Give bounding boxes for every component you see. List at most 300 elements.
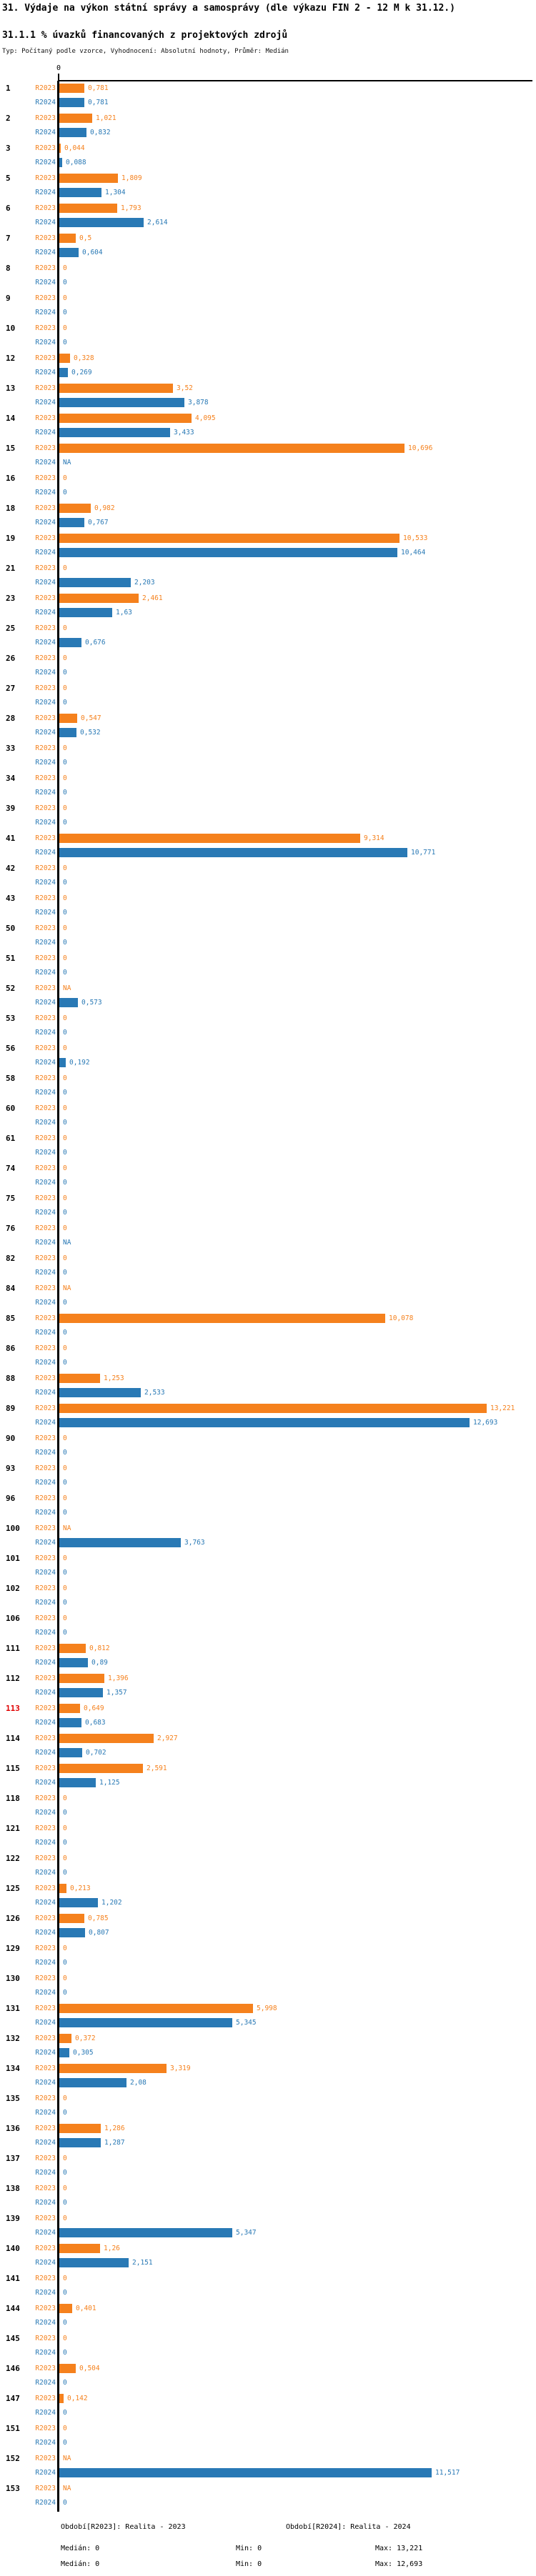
category-label-106: 106: [6, 1614, 20, 1623]
bar-chart: [0, 81, 536, 2511]
series-tick-label: R2024: [35, 1509, 56, 1517]
series-tick-label: R2023: [35, 1314, 56, 1322]
value-label-r2023-136: 1,286: [104, 2125, 125, 2132]
category-label-75: 75: [6, 1194, 16, 1203]
bar-row-r2024-28: [0, 728, 536, 737]
category-label-114: 114: [6, 1734, 20, 1743]
value-label-r2023-112: 1,396: [108, 1674, 129, 1682]
value-label-r2023-88: 1,253: [104, 1374, 124, 1382]
bar-r2023-19: [59, 534, 399, 543]
chart-group-50: [0, 921, 536, 951]
series-tick-label: R2023: [35, 1644, 56, 1652]
chart-group-5: [0, 171, 536, 201]
value-label-r2024-56: 0,192: [69, 1059, 90, 1067]
series-tick-label: R2023: [35, 84, 56, 92]
series-tick-label: R2023: [35, 2335, 56, 2342]
value-label-r2024-52: 0,573: [81, 999, 102, 1007]
series-tick-label: R2023: [35, 2395, 56, 2402]
series-tick-label: R2023: [35, 2305, 56, 2312]
value-label-r2023-114: 2,927: [157, 1734, 178, 1742]
bar-row-r2023-115: [0, 1764, 536, 1773]
series-tick-label: R2024: [35, 489, 56, 496]
bar-row-r2024-13: [0, 398, 536, 407]
value-label-r2023-122: 0: [63, 1854, 67, 1862]
bar-row-r2024-15: [0, 458, 536, 467]
category-label-76: 76: [6, 1224, 16, 1233]
category-label-118: 118: [6, 1794, 20, 1803]
value-label-r2024-125: 1,202: [101, 1899, 122, 1907]
bar-r2024-125: [59, 1898, 98, 1907]
series-tick-label: R2024: [35, 639, 56, 647]
bar-row-r2023-14: [0, 414, 536, 423]
bar-row-r2024-52: [0, 998, 536, 1007]
value-label-r2023-96: 0: [63, 1494, 67, 1502]
bar-row-r2023-58: [0, 1074, 536, 1083]
value-label-r2023-10: 0: [63, 324, 67, 332]
value-label-r2024-23: 1,63: [116, 609, 132, 616]
bar-row-r2023-23: [0, 594, 536, 603]
category-label-135: 135: [6, 2094, 20, 2103]
series-tick-label: R2023: [35, 2245, 56, 2252]
bar-row-r2023-146: [0, 2364, 536, 2373]
bar-row-r2023-131: [0, 2004, 536, 2013]
series-tick-label: R2024: [35, 1329, 56, 1337]
value-label-r2023-23: 2,461: [142, 594, 163, 602]
bar-row-r2024-74: [0, 1178, 536, 1187]
r2024-max: Max: 12,693: [375, 2560, 423, 2568]
value-label-r2024-18: 0,767: [88, 519, 109, 526]
bar-row-r2023-6: [0, 204, 536, 213]
value-label-r2023-153: NA: [63, 2485, 71, 2492]
series-tick-label: R2023: [35, 1134, 56, 1142]
value-label-r2024-145: 0: [63, 2349, 67, 2357]
series-tick-label: R2023: [35, 714, 56, 722]
value-label-r2024-61: 0: [63, 1149, 67, 1157]
bar-row-r2024-115: [0, 1778, 536, 1787]
category-label-90: 90: [6, 1434, 16, 1443]
category-label-9: 9: [6, 294, 11, 303]
value-label-r2023-1: 0,781: [88, 84, 109, 92]
bar-row-r2024-7: [0, 248, 536, 257]
chart-group-129: [0, 1941, 536, 1971]
bar-row-r2024-147: [0, 2408, 536, 2417]
value-label-r2024-153: 0: [63, 2499, 67, 2507]
value-label-r2023-134: 3,319: [170, 2065, 191, 2072]
value-label-r2024-74: 0: [63, 1179, 67, 1187]
chart-group-84: [0, 1281, 536, 1311]
bar-row-r2024-1: [0, 98, 536, 107]
series-tick-label: R2023: [35, 1044, 56, 1052]
chart-group-82: [0, 1251, 536, 1281]
value-label-r2023-58: 0: [63, 1074, 67, 1082]
bar-r2024-134: [59, 2078, 126, 2087]
series-tick-label: R2024: [35, 2079, 56, 2087]
value-label-r2024-27: 0: [63, 699, 67, 707]
chart-group-52: [0, 981, 536, 1011]
series-tick-label: R2024: [35, 699, 56, 707]
category-label-16: 16: [6, 474, 16, 483]
series-tick-label: R2023: [35, 1584, 56, 1592]
category-label-58: 58: [6, 1074, 16, 1083]
bar-row-r2024-113: [0, 1718, 536, 1727]
value-label-r2024-75: 0: [63, 1209, 67, 1217]
category-label-102: 102: [6, 1584, 20, 1593]
bar-r2023-112: [59, 1674, 104, 1683]
series-tick-label: R2024: [35, 309, 56, 316]
series-tick-label: R2023: [35, 1014, 56, 1022]
bar-row-r2023-60: [0, 1104, 536, 1113]
bar-r2024-1: [59, 98, 84, 107]
value-label-r2024-9: 0: [63, 309, 67, 316]
value-label-r2023-41: 9,314: [364, 834, 384, 842]
series-tick-label: R2024: [35, 2409, 56, 2417]
value-label-r2023-111: 0,812: [89, 1644, 110, 1652]
value-label-r2023-138: 0: [63, 2185, 67, 2192]
series-tick-label: R2023: [35, 144, 56, 152]
bar-row-r2024-146: [0, 2378, 536, 2387]
bar-row-r2024-125: [0, 1898, 536, 1907]
series-tick-label: R2024: [35, 579, 56, 586]
value-label-r2023-126: 0,785: [88, 1914, 109, 1922]
category-label-28: 28: [6, 714, 16, 723]
bar-r2023-111: [59, 1644, 86, 1653]
bar-row-r2023-8: [0, 264, 536, 273]
bar-r2024-18: [59, 518, 84, 527]
bar-row-r2023-144: [0, 2304, 536, 2313]
value-label-r2023-90: 0: [63, 1434, 67, 1442]
category-label-137: 137: [6, 2154, 20, 2163]
series-tick-label: R2024: [35, 2499, 56, 2507]
series-tick-label: R2024: [35, 1359, 56, 1367]
bar-row-r2023-10: [0, 324, 536, 333]
category-label-129: 129: [6, 1944, 20, 1953]
bar-row-r2024-2: [0, 128, 536, 137]
bar-row-r2023-50: [0, 924, 536, 933]
value-label-r2023-93: 0: [63, 1464, 67, 1472]
x-axis-zero-tick-label: 0: [56, 64, 61, 72]
category-label-6: 6: [6, 204, 11, 213]
series-tick-label: R2024: [35, 1239, 56, 1247]
bar-row-r2024-144: [0, 2318, 536, 2327]
value-label-r2024-10: 0: [63, 339, 67, 346]
category-label-8: 8: [6, 264, 11, 273]
value-label-r2023-5: 1,809: [121, 174, 142, 182]
bar-row-r2024-135: [0, 2108, 536, 2117]
series-tick-label: R2024: [35, 399, 56, 406]
bar-r2023-88: [59, 1374, 100, 1383]
bar-row-r2024-39: [0, 818, 536, 827]
value-label-r2024-147: 0: [63, 2409, 67, 2417]
series-tick-label: R2024: [35, 1839, 56, 1847]
bar-r2024-6: [59, 218, 144, 227]
bar-row-r2024-89: [0, 1418, 536, 1427]
series-tick-label: R2024: [35, 1209, 56, 1217]
category-label-21: 21: [6, 564, 16, 573]
bar-row-r2023-34: [0, 774, 536, 783]
bar-r2024-2: [59, 128, 86, 137]
series-tick-label: R2023: [35, 2365, 56, 2372]
bar-row-r2023-129: [0, 1944, 536, 1953]
series-tick-label: R2023: [35, 1854, 56, 1862]
indicator-subtitle: 31.1.1 % úvazků financovaných z projektových zdrojů: [2, 30, 288, 41]
value-label-r2023-141: 0: [63, 2275, 67, 2282]
bar-row-r2023-1: [0, 84, 536, 93]
chart-group-135: [0, 2091, 536, 2121]
bar-r2024-21: [59, 578, 131, 587]
bar-row-r2023-145: [0, 2334, 536, 2343]
chart-group-89: [0, 1401, 536, 1431]
bar-r2024-12: [59, 368, 68, 377]
chart-group-15: [0, 441, 536, 471]
chart-group-122: [0, 1851, 536, 1881]
value-label-r2023-74: 0: [63, 1164, 67, 1172]
category-label-10: 10: [6, 324, 16, 333]
series-tick-label: R2024: [35, 1029, 56, 1037]
bar-row-r2023-152: [0, 2454, 536, 2463]
series-tick-label: R2023: [35, 954, 56, 962]
chart-group-112: [0, 1671, 536, 1701]
series-tick-label: R2023: [35, 264, 56, 272]
chart-group-86: [0, 1341, 536, 1371]
bar-row-r2023-137: [0, 2154, 536, 2163]
value-label-r2024-141: 0: [63, 2289, 67, 2297]
value-label-r2023-34: 0: [63, 774, 67, 782]
value-label-r2023-50: 0: [63, 924, 67, 932]
bar-r2024-131: [59, 2018, 232, 2027]
bar-row-r2024-140: [0, 2258, 536, 2267]
value-label-r2024-84: 0: [63, 1299, 67, 1307]
bar-r2023-14: [59, 414, 192, 423]
series-tick-label: R2024: [35, 1119, 56, 1127]
bar-row-r2024-9: [0, 308, 536, 317]
chart-group-125: [0, 1881, 536, 1911]
bar-r2023-5: [59, 174, 118, 183]
bar-row-r2023-39: [0, 804, 536, 813]
bar-r2023-126: [59, 1914, 84, 1923]
bar-row-r2023-53: [0, 1014, 536, 1023]
value-label-r2023-89: 13,221: [490, 1404, 515, 1412]
bar-row-r2024-14: [0, 428, 536, 437]
value-label-r2024-112: 1,357: [106, 1689, 127, 1697]
series-tick-label: R2023: [35, 864, 56, 872]
series-tick-label: R2023: [35, 1975, 56, 1982]
bar-row-r2024-90: [0, 1448, 536, 1457]
series-tick-label: R2023: [35, 2485, 56, 2492]
bar-row-r2023-114: [0, 1734, 536, 1743]
value-label-r2023-144: 0,401: [76, 2305, 96, 2312]
bar-row-r2024-60: [0, 1118, 536, 1127]
series-tick-label: R2023: [35, 114, 56, 122]
category-label-18: 18: [6, 504, 16, 513]
category-label-125: 125: [6, 1884, 20, 1893]
value-label-r2024-53: 0: [63, 1029, 67, 1037]
chart-group-1: [0, 81, 536, 111]
bar-row-r2023-111: [0, 1644, 536, 1653]
bar-row-r2023-15: [0, 444, 536, 453]
bar-row-r2024-122: [0, 1868, 536, 1877]
bar-row-r2023-41: [0, 834, 536, 843]
value-label-r2024-26: 0: [63, 669, 67, 677]
value-label-r2023-85: 10,078: [389, 1314, 414, 1322]
category-label-60: 60: [6, 1104, 16, 1113]
value-label-r2024-7: 0,604: [82, 249, 103, 256]
series-tick-label: R2023: [35, 1914, 56, 1922]
value-label-r2023-100: NA: [63, 1524, 71, 1532]
value-label-r2024-28: 0,532: [80, 729, 101, 737]
series-tick-label: R2024: [35, 1959, 56, 1967]
bar-row-r2023-88: [0, 1374, 536, 1383]
series-tick-label: R2023: [35, 354, 56, 362]
category-label-85: 85: [6, 1314, 16, 1323]
bar-row-r2024-61: [0, 1148, 536, 1157]
value-label-r2023-146: 0,504: [79, 2365, 100, 2372]
value-label-r2023-33: 0: [63, 744, 67, 752]
bar-r2023-41: [59, 834, 360, 843]
category-label-111: 111: [6, 1644, 20, 1653]
series-tick-label: R2024: [35, 2289, 56, 2297]
series-tick-label: R2023: [35, 2035, 56, 2042]
series-tick-label: R2023: [35, 1404, 56, 1412]
chart-group-121: [0, 1821, 536, 1851]
series-tick-label: R2023: [35, 1704, 56, 1712]
bar-row-r2023-76: [0, 1224, 536, 1233]
value-label-r2023-8: 0: [63, 264, 67, 272]
bar-row-r2023-52: [0, 984, 536, 993]
bar-r2024-52: [59, 998, 78, 1007]
series-tick-label: R2024: [35, 1299, 56, 1307]
value-label-r2024-86: 0: [63, 1359, 67, 1367]
category-label-51: 51: [6, 954, 16, 963]
series-tick-label: R2023: [35, 534, 56, 542]
category-label-112: 112: [6, 1674, 20, 1683]
bar-r2024-132: [59, 2048, 69, 2057]
bar-row-r2024-145: [0, 2348, 536, 2357]
chart-group-13: [0, 381, 536, 411]
indicator-meta: Typ: Počítaný podle vzorce, Vyhodnocení: Absolutní hodnoty, Průměr: Medián: [2, 48, 289, 55]
bar-r2024-113: [59, 1718, 81, 1727]
bar-row-r2024-114: [0, 1748, 536, 1757]
category-label-53: 53: [6, 1014, 16, 1023]
value-label-r2024-82: 0: [63, 1269, 67, 1277]
value-label-r2023-139: 0: [63, 2215, 67, 2222]
bar-row-r2023-86: [0, 1344, 536, 1353]
chart-group-41: [0, 831, 536, 861]
category-label-147: 147: [6, 2394, 20, 2403]
series-tick-label: R2023: [35, 1164, 56, 1172]
value-label-r2024-3: 0,088: [66, 159, 86, 166]
series-tick-label: R2024: [35, 729, 56, 737]
value-label-r2024-89: 12,693: [473, 1419, 498, 1427]
series-tick-label: R2023: [35, 384, 56, 392]
value-label-r2023-151: 0: [63, 2425, 67, 2432]
series-tick-label: R2024: [35, 189, 56, 196]
value-label-r2024-101: 0: [63, 1569, 67, 1577]
value-label-r2024-88: 2,533: [144, 1389, 165, 1397]
bar-row-r2024-134: [0, 2078, 536, 2087]
series-tick-label: R2024: [35, 609, 56, 616]
value-label-r2024-138: 0: [63, 2199, 67, 2207]
value-label-r2024-93: 0: [63, 1479, 67, 1487]
bar-r2024-5: [59, 188, 101, 197]
value-label-r2024-14: 3,433: [174, 429, 194, 436]
value-label-r2024-60: 0: [63, 1119, 67, 1127]
series-tick-label: R2024: [35, 759, 56, 767]
series-tick-label: R2023: [35, 654, 56, 662]
value-label-r2023-140: 1,26: [104, 2245, 120, 2252]
bar-row-r2023-138: [0, 2184, 536, 2193]
bar-row-r2023-51: [0, 954, 536, 963]
category-label-34: 34: [6, 774, 16, 783]
series-tick-label: R2023: [35, 1254, 56, 1262]
category-label-19: 19: [6, 534, 16, 543]
bar-row-r2023-113: [0, 1704, 536, 1713]
series-tick-label: R2023: [35, 204, 56, 212]
value-label-r2023-28: 0,547: [81, 714, 101, 722]
chart-group-115: [0, 1761, 536, 1791]
series-tick-label: R2024: [35, 1989, 56, 1997]
series-tick-label: R2023: [35, 1764, 56, 1772]
bar-r2023-6: [59, 204, 117, 213]
bar-row-r2024-151: [0, 2438, 536, 2447]
value-label-r2023-115: 2,591: [147, 1764, 167, 1772]
series-tick-label: R2023: [35, 474, 56, 482]
value-label-r2024-13: 3,878: [188, 399, 209, 406]
series-tick-label: R2023: [35, 2185, 56, 2192]
bar-row-r2024-50: [0, 938, 536, 947]
value-label-r2023-18: 0,982: [94, 504, 115, 512]
bar-row-r2024-126: [0, 1928, 536, 1937]
r2023-median: Medián: 0: [61, 2545, 100, 2552]
bar-r2023-23: [59, 594, 139, 603]
series-tick-label: R2024: [35, 1389, 56, 1397]
bar-r2024-112: [59, 1688, 103, 1697]
value-label-r2023-3: 0,044: [64, 144, 85, 152]
bar-row-r2023-28: [0, 714, 536, 723]
chart-group-147: [0, 2391, 536, 2421]
value-label-r2023-131: 5,998: [257, 2005, 277, 2012]
bar-r2024-114: [59, 1748, 82, 1757]
bar-row-r2023-118: [0, 1794, 536, 1803]
bar-row-r2024-82: [0, 1268, 536, 1277]
chart-group-118: [0, 1791, 536, 1821]
chart-group-8: [0, 261, 536, 291]
value-label-r2024-1: 0,781: [88, 99, 109, 106]
value-label-r2023-76: 0: [63, 1224, 67, 1232]
value-label-r2023-21: 0: [63, 564, 67, 572]
legend-r2023: Období[R2023]: Realita - 2023: [61, 2523, 186, 2531]
bar-row-r2023-43: [0, 894, 536, 903]
bar-row-r2024-5: [0, 188, 536, 197]
value-label-r2024-100: 3,763: [184, 1539, 205, 1547]
bar-r2024-89: [59, 1418, 470, 1427]
bar-row-r2024-43: [0, 908, 536, 917]
category-label-56: 56: [6, 1044, 16, 1053]
series-tick-label: R2024: [35, 99, 56, 106]
value-label-r2024-58: 0: [63, 1089, 67, 1097]
bar-r2023-131: [59, 2004, 253, 2013]
bar-row-r2024-121: [0, 1838, 536, 1847]
bar-r2023-89: [59, 1404, 487, 1413]
category-label-52: 52: [6, 984, 16, 993]
bar-row-r2024-85: [0, 1328, 536, 1337]
series-tick-label: R2024: [35, 339, 56, 346]
bar-row-r2024-139: [0, 2228, 536, 2237]
chart-group-106: [0, 1611, 536, 1641]
bar-row-r2023-135: [0, 2094, 536, 2103]
value-label-r2023-86: 0: [63, 1344, 67, 1352]
bar-r2024-28: [59, 728, 76, 737]
series-tick-label: R2024: [35, 999, 56, 1007]
